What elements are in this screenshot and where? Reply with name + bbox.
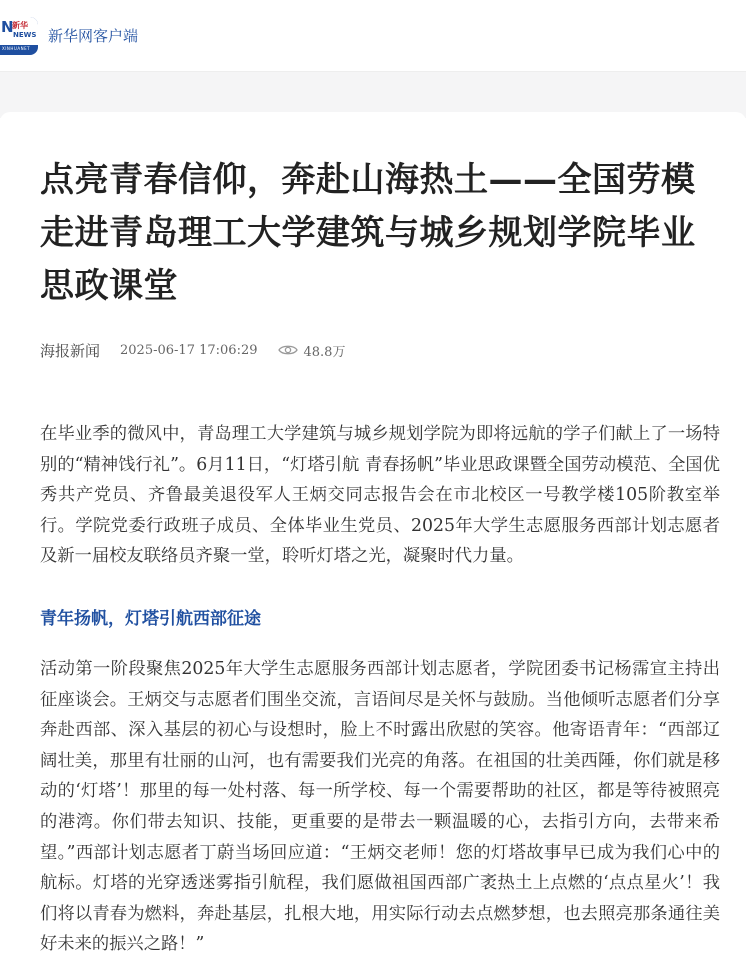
app-name[interactable]: 新华网客户端 <box>48 27 139 45</box>
eye-icon <box>278 343 298 357</box>
article-timestamp: 2025-06-17 17:06:29 <box>120 342 258 358</box>
top-bar <box>0 0 746 72</box>
article-source[interactable]: 海报新闻 <box>40 341 101 360</box>
xinhua-news-logo-icon[interactable] <box>0 17 38 55</box>
section-heading: 青年扬帆，灯塔引航西部征途 <box>40 609 261 629</box>
article-paragraph-section: 活动第一阶段聚焦2025年大学生志愿服务西部计划志愿者，学院团委书记杨霈宣主持出征座谈会。王炳交与志愿者们围坐交流，言语间尽是关怀与鼓励。当他倾听志愿者们分享奔赴西部、深入基层的初心与设想时，脸上不时露出欣慰的笑容。他寄语青年：“西部辽阔壮美，那里有壮丽的山河，也有需要我们光亮的角落。在祖国的壮美西陲，你们就是移动的‘灯塔’！那里的每一处村落、每一所学校、每一个需要帮助的社区，都是等待被照亮的港湾。你们带去知识、技能，更重要的是带去一颗温暖的心，去指引方向，去带来希望。”西部计划志愿者丁蔚当场回应道：“王炳交老师！您的灯塔故事早已成为我们心中的航标。灯塔的光穿透迷雾指引航程，我们愿做祖国西部广袤热土上点燃的‘点点星火’！我们将以青春为燃料，奔赴基层，扎根大地，用实际行动去点燃梦想，也去照亮那条通往美好未来的振兴之路！” <box>40 659 720 955</box>
logo-mark-sub: NEWS <box>13 31 37 39</box>
article-paragraph-intro: 在毕业季的微风中，青岛理工大学建筑与城乡规划学院为即将远航的学子们献上了一场特别的“精神饯行礼”。6月11日，“灯塔引航 青春扬帆”毕业思政课暨全国劳动模范、全国优秀共产党员、齐鲁最美退役军人王炳交同志报告会在市北校区一号教学楼105阶教室举行。学院党委行政班子成员、全体毕业生党员、2025年大学生志愿服务西部计划志愿者及新一届校友联络员齐聚一堂，聆听灯塔之光，凝聚时代力量。 <box>40 424 720 567</box>
article-meta <box>40 339 345 361</box>
article-title: 点亮青春信仰，奔赴山海热土——全国劳模走进青岛理工大学建筑与城乡规划学院毕业思政课堂 <box>40 160 696 306</box>
logo-mark-letter: N <box>1 18 14 36</box>
view-count: 48.8万 <box>303 344 346 360</box>
logo-caption: XINHUANET <box>2 46 31 51</box>
logo-mark-chars: 新华 <box>12 21 28 30</box>
